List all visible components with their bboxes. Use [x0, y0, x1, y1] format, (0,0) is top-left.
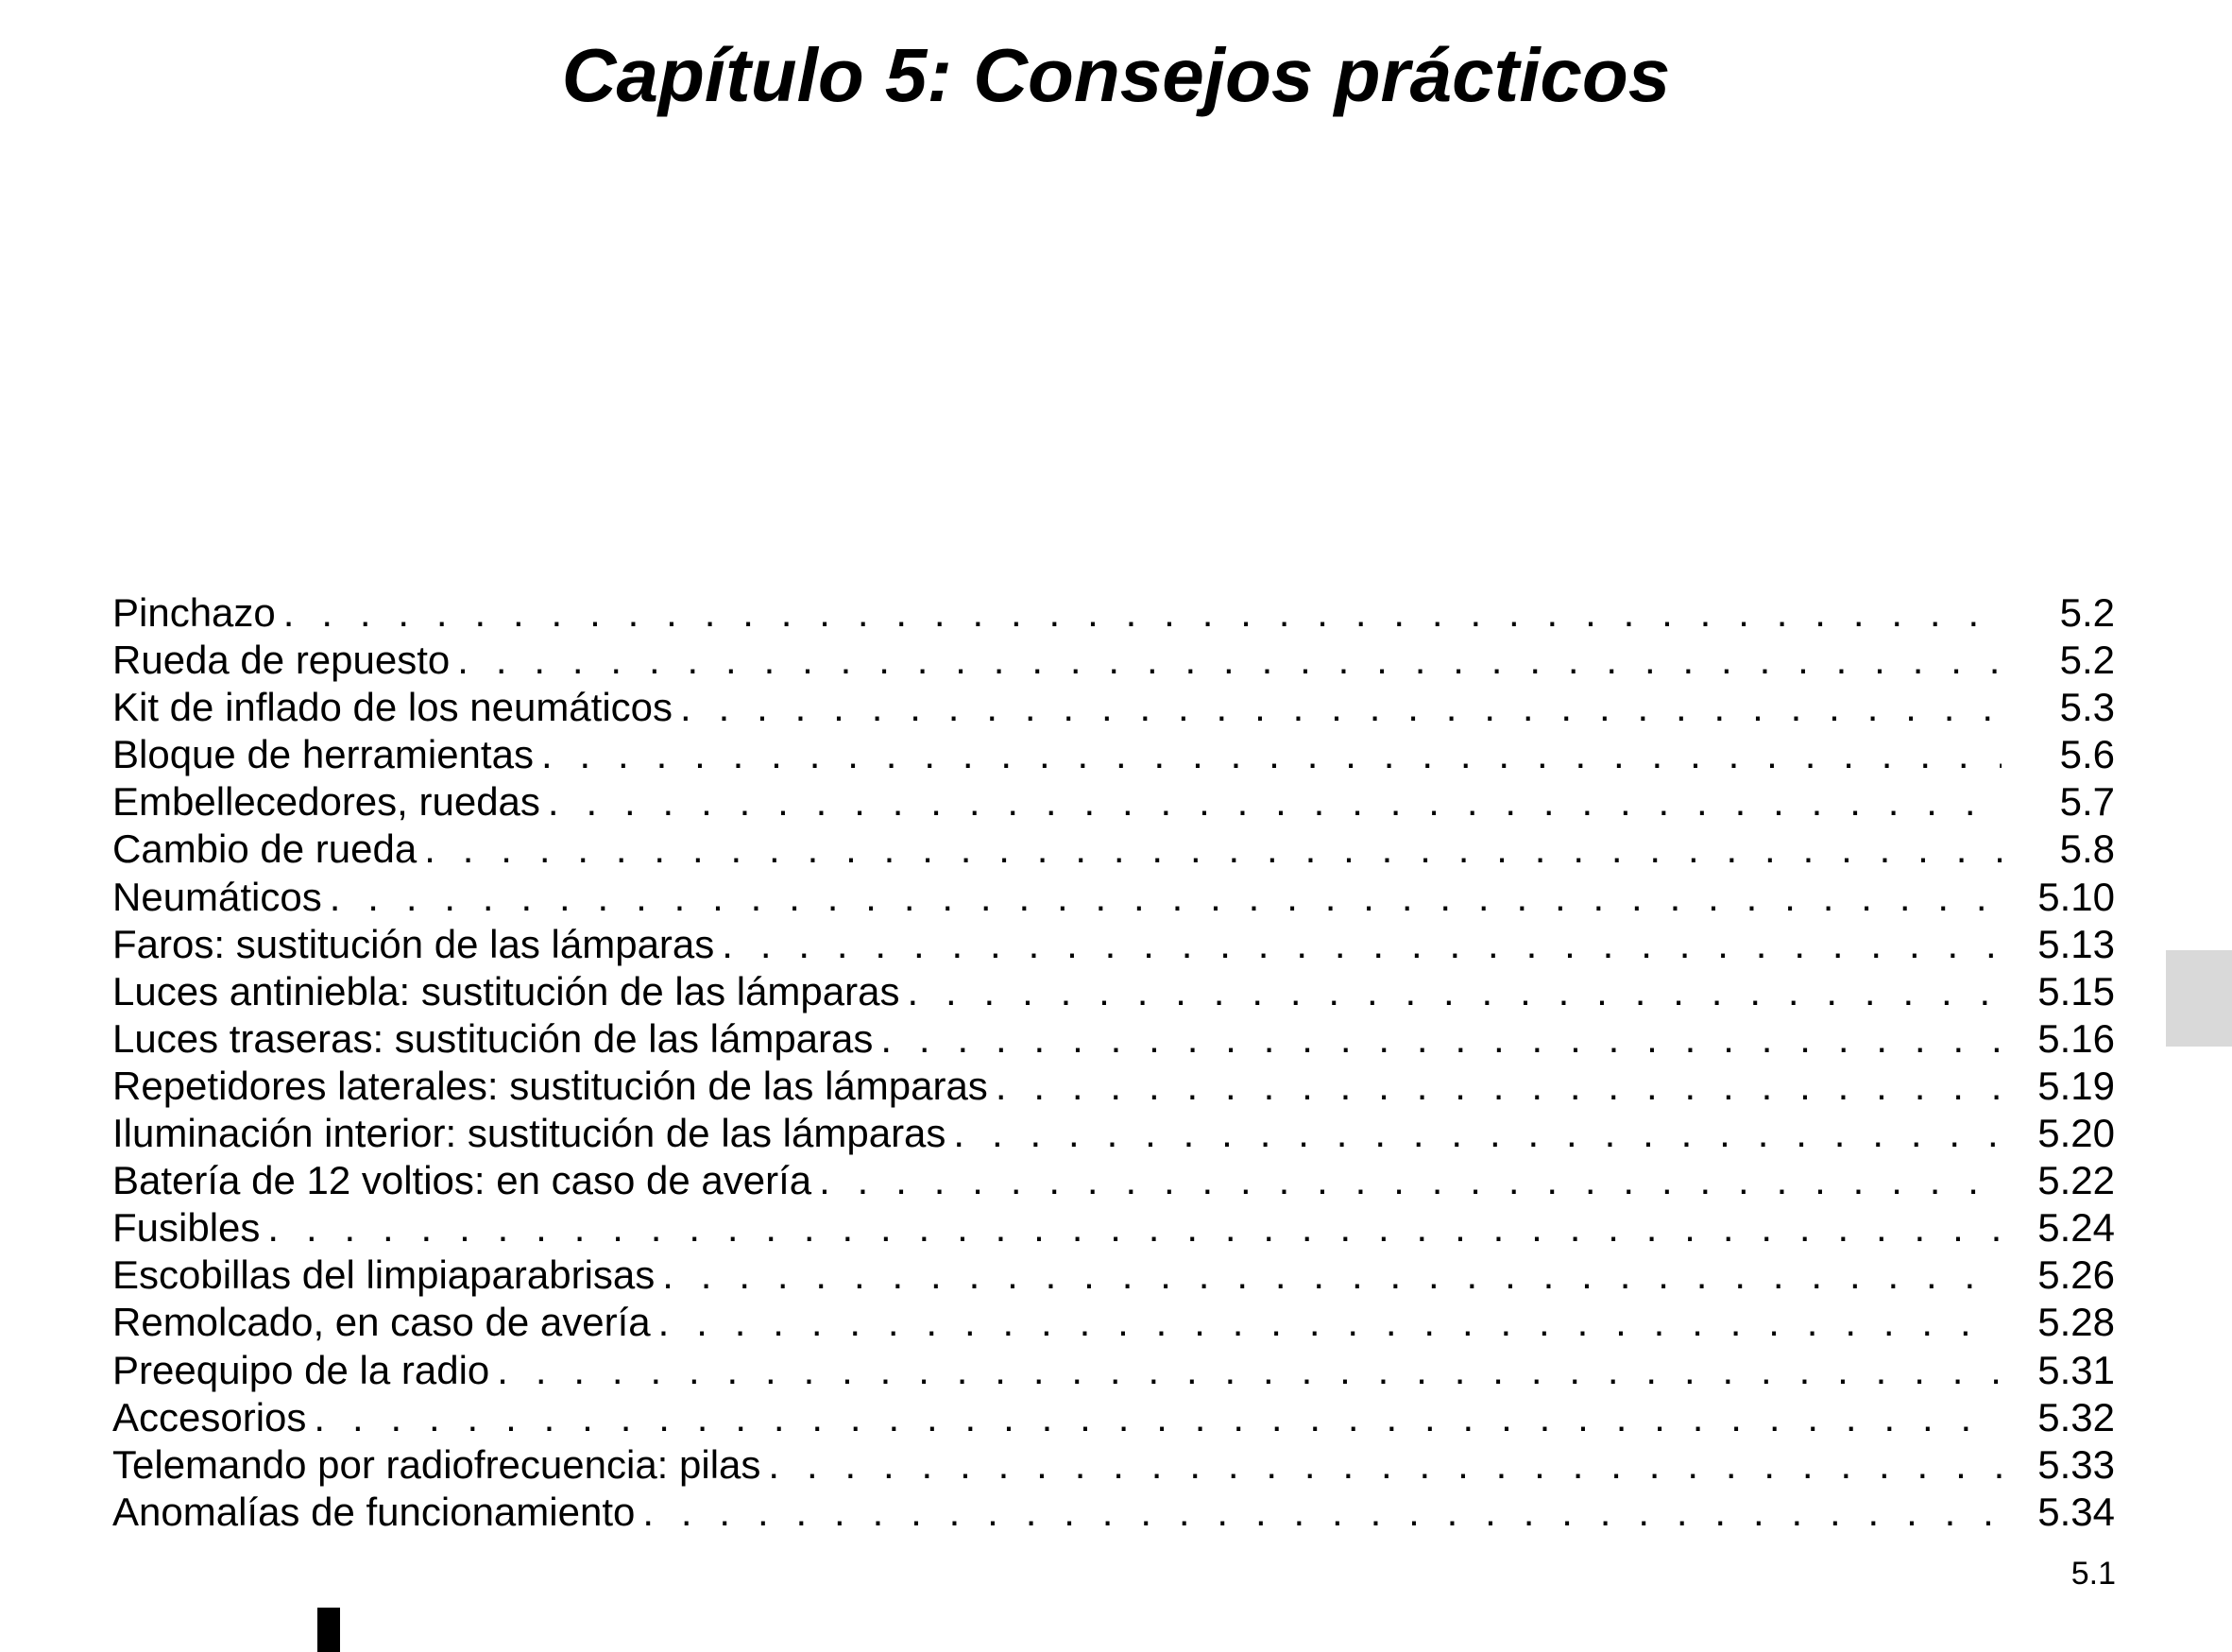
toc-entry-page: 5.15 — [2037, 968, 2115, 1013]
toc-dot-leader — [424, 826, 2002, 873]
toc-dot-leader — [996, 1063, 2002, 1110]
toc-entry-label: Bloque de herramientas — [112, 732, 534, 777]
toc-entry-page: 5.34 — [2037, 1489, 2115, 1534]
table-of-contents — [112, 589, 2115, 1536]
toc-entry-label: Pinchazo — [112, 590, 276, 635]
toc-entry[interactable] — [112, 1299, 2115, 1346]
toc-entry-label: Remolcado, en caso de avería — [112, 1300, 651, 1345]
toc-entry[interactable] — [112, 1252, 2115, 1299]
toc-entry-page: 5.33 — [2037, 1441, 2115, 1487]
toc-entry-label: Faros: sustitución de las lámparas — [112, 921, 715, 966]
toc-dot-leader — [722, 921, 2002, 968]
toc-entry[interactable] — [112, 921, 2115, 968]
toc-entry-label: Escobillas del limpiaparabrisas — [112, 1252, 656, 1298]
toc-entry[interactable] — [112, 1015, 2115, 1063]
toc-entry-page: 5.28 — [2037, 1300, 2115, 1345]
toc-entry-page: 5.10 — [2037, 874, 2115, 919]
toc-entry-page: 5.19 — [2037, 1063, 2115, 1108]
toc-entry-page: 5.7 — [2059, 779, 2115, 825]
toc-entry[interactable] — [112, 1489, 2115, 1536]
toc-entry-page: 5.24 — [2037, 1205, 2115, 1251]
toc-entry-label: Embellecedores, ruedas — [112, 779, 540, 825]
toc-dot-leader — [768, 1441, 2002, 1489]
toc-dot-leader — [541, 731, 2002, 778]
print-crop-mark — [317, 1608, 340, 1652]
toc-entry-page: 5.8 — [2059, 826, 2115, 872]
toc-entry-page: 5.3 — [2059, 685, 2115, 730]
toc-entry-page: 5.20 — [2037, 1111, 2115, 1156]
toc-entry-label: Kit de inflado de los neumáticos — [112, 685, 673, 730]
toc-entry[interactable] — [112, 589, 2115, 637]
toc-entry-page: 5.6 — [2059, 732, 2115, 777]
toc-entry[interactable] — [112, 684, 2115, 731]
toc-entry[interactable] — [112, 1063, 2115, 1110]
toc-entry-page: 5.31 — [2037, 1347, 2115, 1392]
toc-entry-page: 5.32 — [2037, 1394, 2115, 1439]
toc-dot-leader — [907, 968, 2002, 1015]
toc-dot-leader — [267, 1204, 2002, 1252]
toc-entry[interactable] — [112, 1394, 2115, 1441]
toc-entry-label: Rueda de repuesto — [112, 638, 451, 683]
toc-entry[interactable] — [112, 637, 2115, 684]
toc-dot-leader — [658, 1299, 2002, 1346]
toc-dot-leader — [457, 637, 2002, 684]
toc-entry[interactable] — [112, 1204, 2115, 1252]
toc-dot-leader — [642, 1489, 2002, 1536]
toc-entry-label: Anomalías de funcionamiento — [112, 1489, 636, 1534]
toc-entry-label: Fusibles — [112, 1205, 261, 1251]
toc-dot-leader — [283, 589, 2002, 637]
toc-entry[interactable] — [112, 1441, 2115, 1489]
toc-entry-label: Luces antiniebla: sustitución de las lámparas — [112, 968, 900, 1013]
toc-entry-label: Iluminación interior: sustitución de las lámparas — [112, 1111, 946, 1156]
toc-entry-page: 5.2 — [2059, 638, 2115, 683]
toc-entry[interactable] — [112, 1157, 2115, 1204]
toc-entry[interactable] — [112, 1110, 2115, 1157]
toc-entry[interactable] — [112, 1347, 2115, 1394]
toc-entry[interactable] — [112, 874, 2115, 921]
toc-entry[interactable] — [112, 731, 2115, 778]
toc-dot-leader — [548, 778, 2002, 826]
page-number: 5.1 — [2070, 1556, 2116, 1592]
toc-dot-leader — [330, 874, 2002, 921]
chapter-title: Capítulo 5: Consejos prácticos — [561, 33, 1671, 117]
toc-entry-page: 5.16 — [2037, 1015, 2115, 1061]
toc-entry-label: Repetidores laterales: sustitución de las lámparas — [112, 1063, 988, 1108]
toc-entry-page: 5.13 — [2037, 921, 2115, 966]
toc-dot-leader — [880, 1015, 2002, 1063]
toc-entry-label: Telemando por radiofrecuencia: pilas — [112, 1441, 761, 1487]
toc-entry-label: Cambio de rueda — [112, 826, 417, 872]
toc-entry-label: Luces traseras: sustitución de las lámparas — [112, 1015, 874, 1061]
toc-entry-label: Neumáticos — [112, 874, 322, 919]
toc-entry[interactable] — [112, 778, 2115, 826]
toc-entry[interactable] — [112, 968, 2115, 1015]
chapter-side-tab — [2166, 950, 2232, 1047]
toc-dot-leader — [953, 1110, 2002, 1157]
toc-entry-label: Accesorios — [112, 1394, 307, 1439]
toc-entry[interactable] — [112, 826, 2115, 873]
toc-dot-leader — [314, 1394, 2002, 1441]
toc-entry-page: 5.22 — [2037, 1158, 2115, 1203]
toc-dot-leader — [662, 1252, 2002, 1299]
toc-entry-page: 5.26 — [2037, 1252, 2115, 1298]
toc-dot-leader — [497, 1347, 2002, 1394]
toc-entry-page: 5.2 — [2059, 590, 2115, 635]
toc-dot-leader — [680, 684, 2002, 731]
toc-entry-label: Batería de 12 voltios: en caso de avería — [112, 1158, 812, 1203]
toc-dot-leader — [819, 1157, 2002, 1204]
toc-entry-label: Preequipo de la radio — [112, 1347, 490, 1392]
